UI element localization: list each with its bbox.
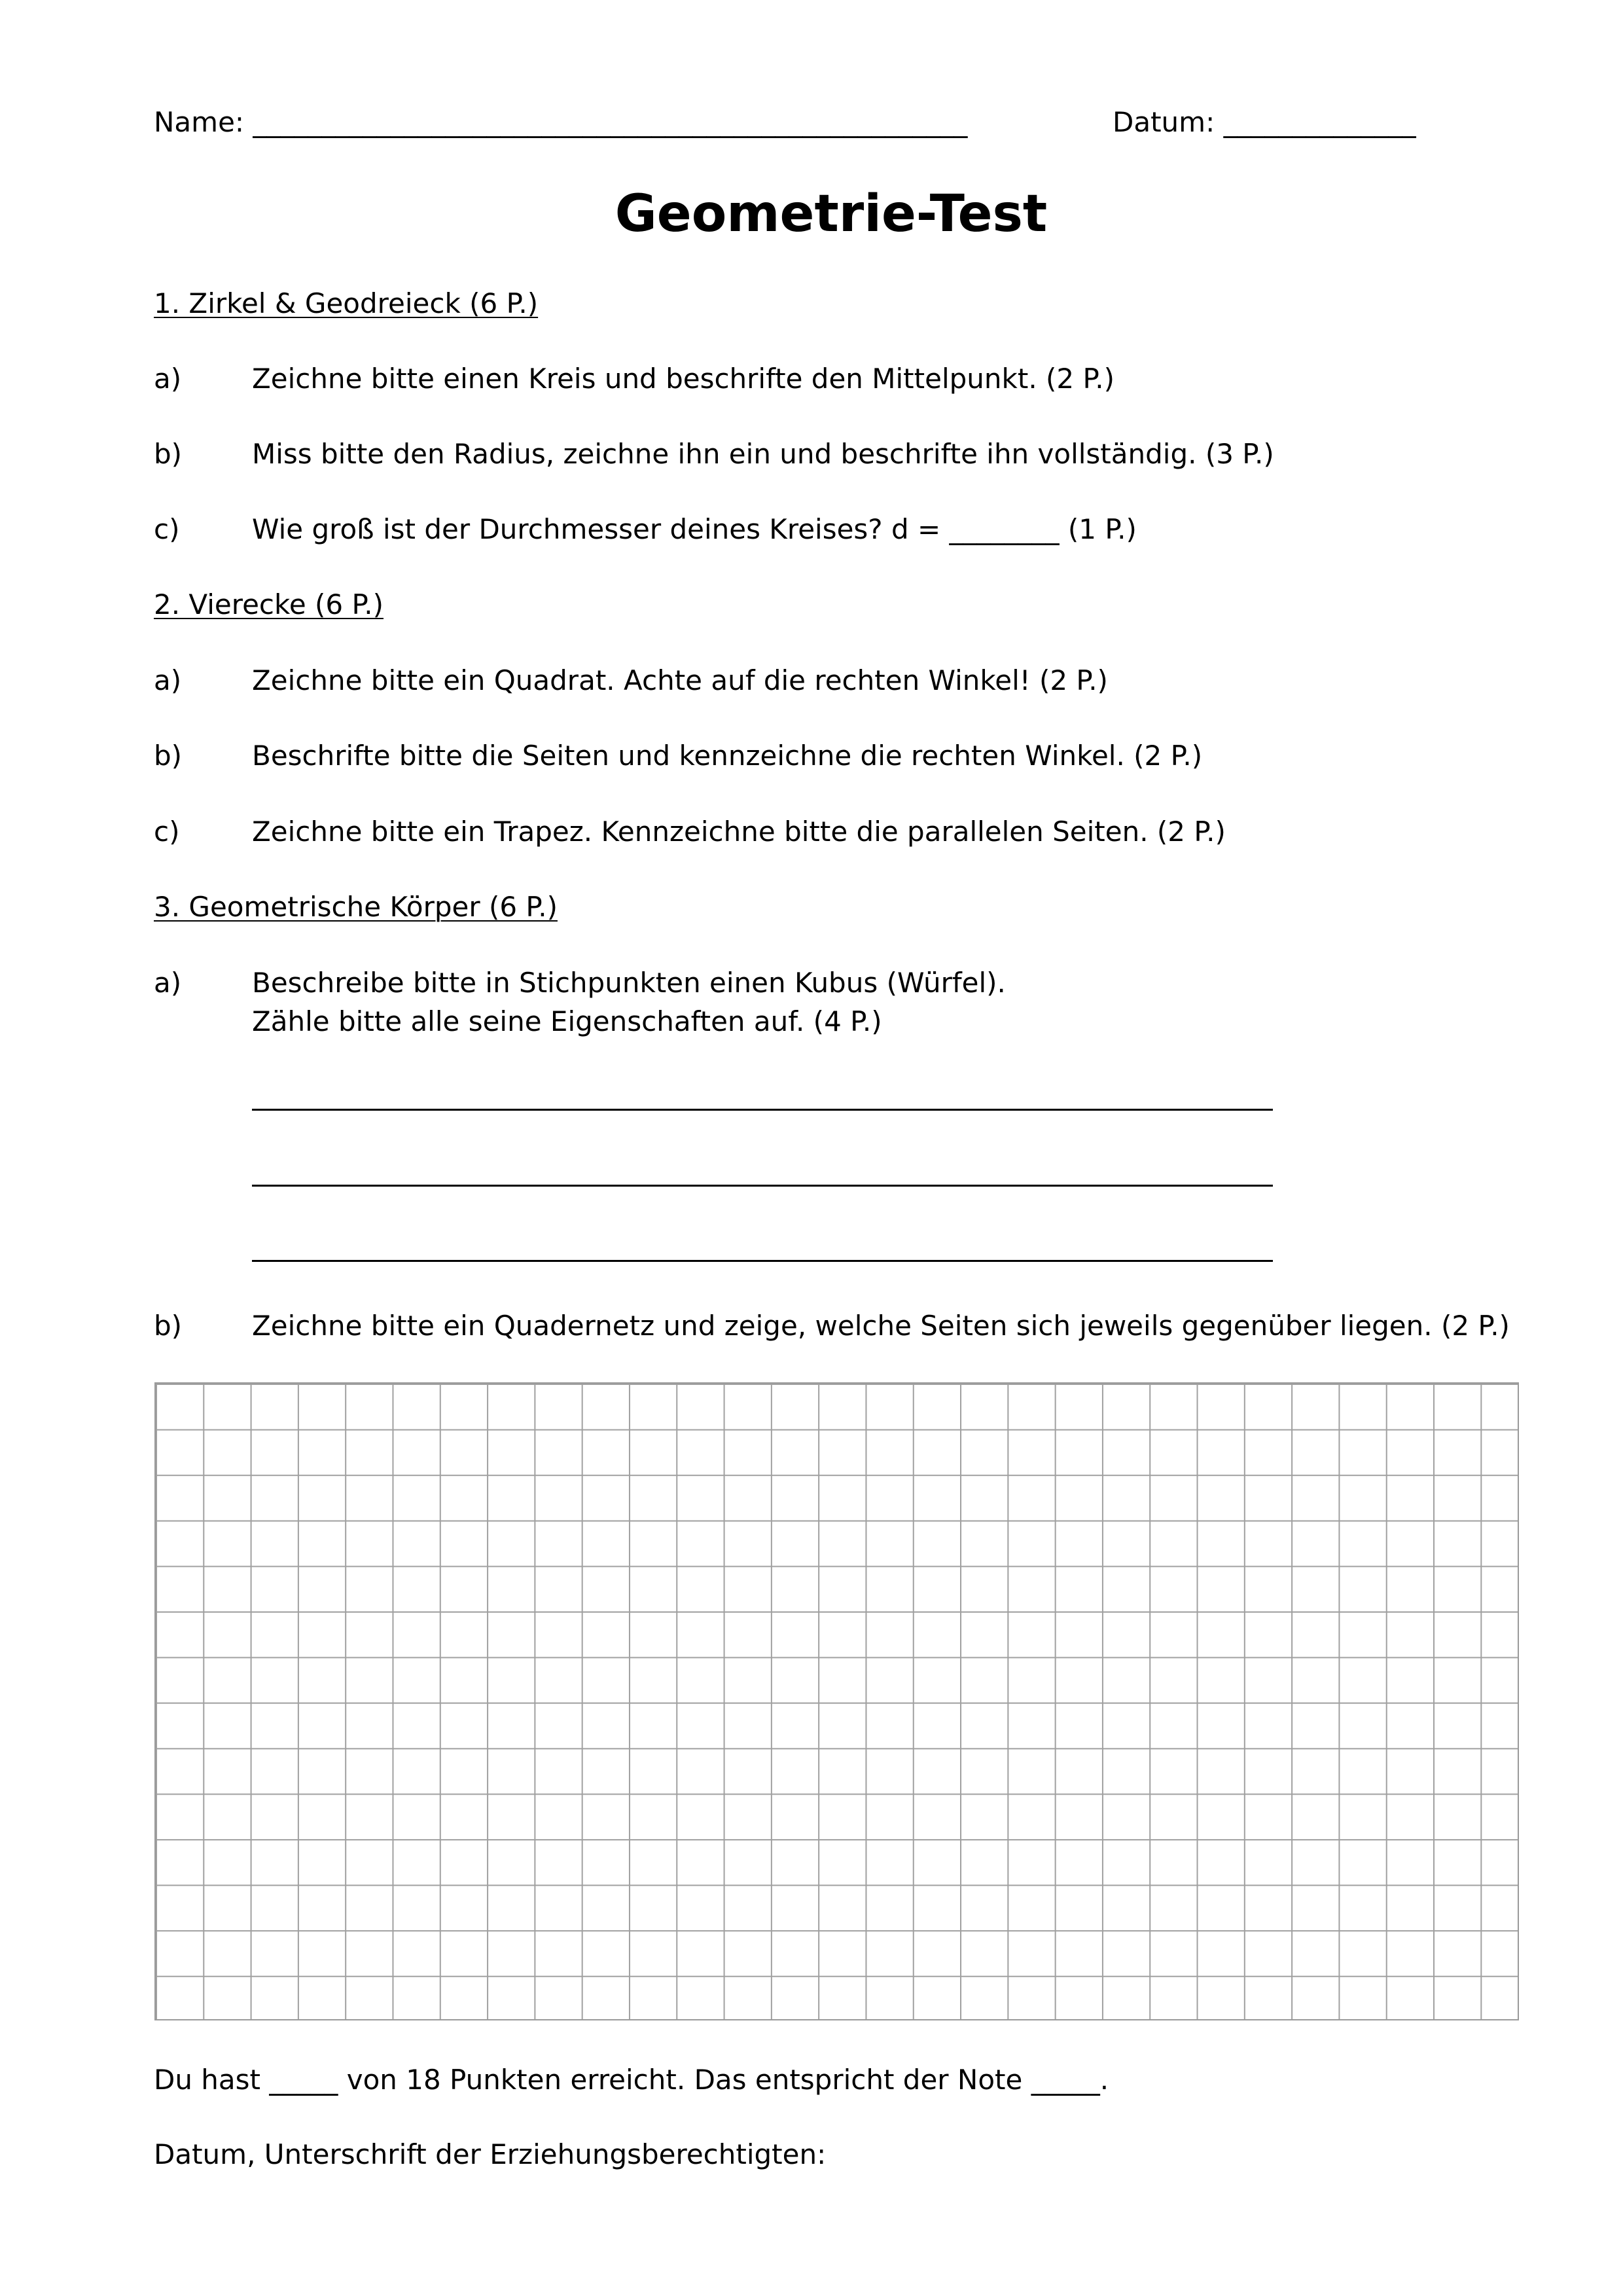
task-label-1c: c)	[154, 513, 180, 545]
task-text-3b: Zeichne bitte ein Quadernetz und zeige, welche Seiten sich jeweils gegenüber liegen. (2 P.)	[252, 1310, 1510, 1342]
section-heading-1: 1. Zirkel & Geodreieck (6 P.)	[154, 287, 539, 319]
task-label-1b: b)	[154, 438, 183, 470]
drawing-grid[interactable]	[154, 1382, 1519, 2020]
task-text-2c: Zeichne bitte ein Trapez. Kennzeichne bitte die parallelen Seiten. (2 P.)	[252, 816, 1226, 848]
page-title: Geometrie-Test	[615, 185, 1048, 243]
signature-line: Datum, Unterschrift der Erziehungsberechtigten:	[154, 2138, 827, 2170]
answer-line-2[interactable]	[252, 1185, 1273, 1187]
name-field[interactable]: Name: ____________________________________________________	[154, 106, 968, 138]
section-heading-2: 2. Vierecke (6 P.)	[154, 588, 384, 620]
date-field[interactable]: Datum: ______________	[1113, 106, 1416, 138]
task-label-2a: a)	[154, 664, 182, 696]
task-label-1a: a)	[154, 363, 182, 395]
task-text-1a: Zeichne bitte einen Kreis und beschrifte den Mittelpunkt. (2 P.)	[252, 363, 1115, 395]
task-label-3a: a)	[154, 967, 182, 999]
task-text-1c: Wie groß ist der Durchmesser deines Kreises? d = ________ (1 P.)	[252, 513, 1137, 545]
task-text-3a-line2: Zähle bitte alle seine Eigenschaften auf. (4 P.)	[252, 1005, 882, 1037]
score-line: Du hast _____ von 18 Punkten erreicht. Das entspricht der Note _____.	[154, 2064, 1109, 2096]
task-text-1b: Miss bitte den Radius, zeichne ihn ein und beschrifte ihn vollständig. (3 P.)	[252, 438, 1274, 470]
task-label-3b: b)	[154, 1310, 183, 1342]
task-text-2b: Beschrifte bitte die Seiten und kennzeichne die rechten Winkel. (2 P.)	[252, 740, 1203, 772]
answer-line-1[interactable]	[252, 1109, 1273, 1111]
task-label-2c: c)	[154, 816, 180, 848]
answer-line-3[interactable]	[252, 1260, 1273, 1262]
task-text-3a: Beschreibe bitte in Stichpunkten einen Kubus (Würfel).	[252, 967, 1006, 999]
task-text-2a: Zeichne bitte ein Quadrat. Achte auf die rechten Winkel! (2 P.)	[252, 664, 1108, 696]
section-heading-3: 3. Geometrische Körper (6 P.)	[154, 891, 558, 923]
task-label-2b: b)	[154, 740, 183, 772]
